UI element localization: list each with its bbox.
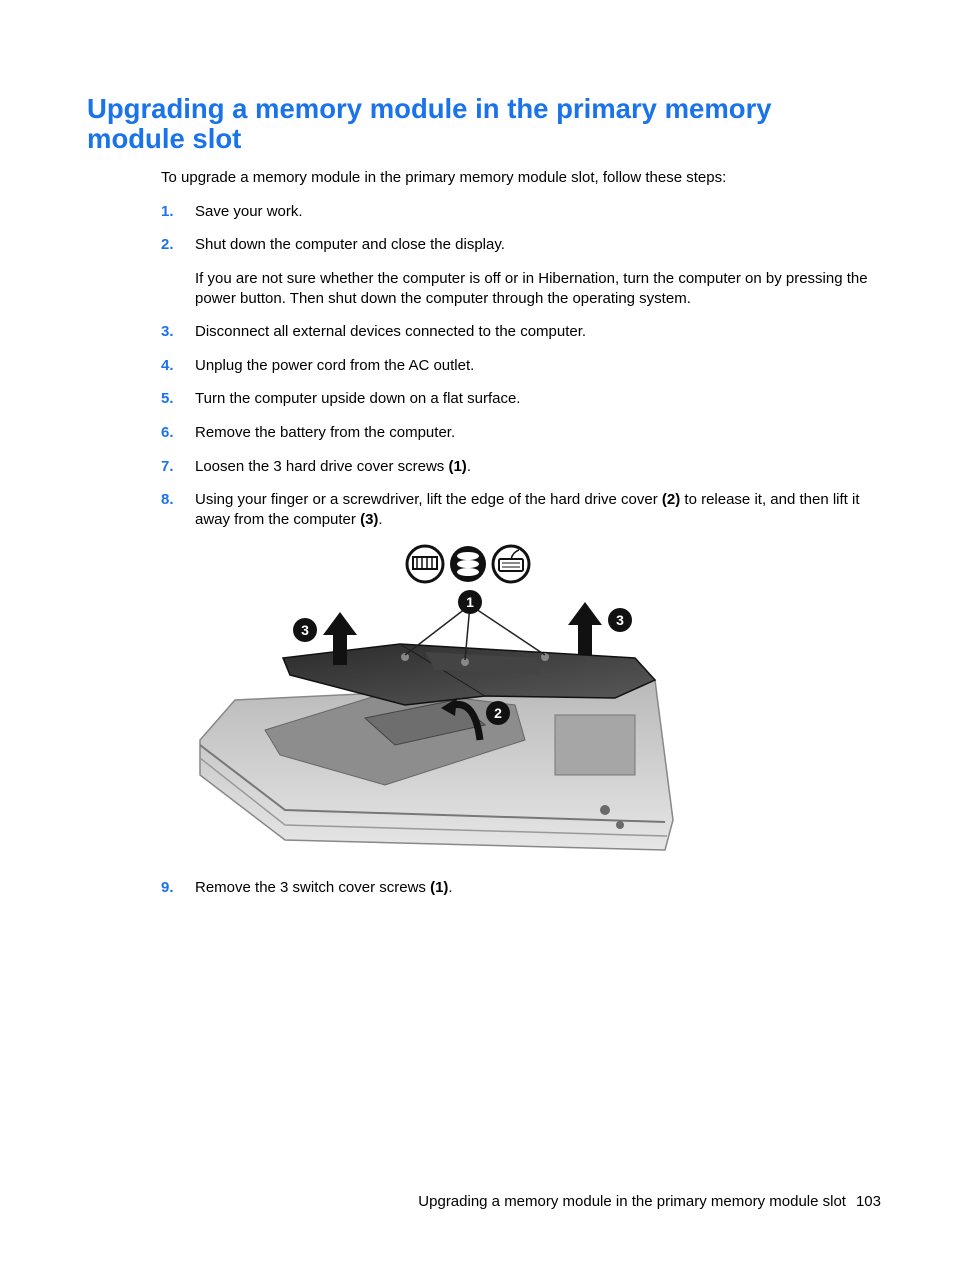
step-text: Remove the battery from the computer. <box>195 424 456 441</box>
step-number: 2. <box>161 236 174 253</box>
lift-arrow-right <box>568 602 602 655</box>
intro-paragraph: To upgrade a memory module in the primary memory module slot, follow these steps: <box>161 169 727 186</box>
step-text: Shut down the computer and close the display. <box>195 236 505 253</box>
step-number: 5. <box>161 390 174 407</box>
step-text: Disconnect all external devices connected to the computer. <box>195 323 587 340</box>
svg-text:3: 3 <box>616 612 624 628</box>
footer-section-title: Upgrading a memory module in the primary memory module slot <box>418 1193 846 1210</box>
callout-3-right <box>608 608 632 632</box>
page-number: 103 <box>855 1193 881 1210</box>
step-number: 3. <box>161 323 174 340</box>
svg-text:2: 2 <box>494 705 502 721</box>
page-footer <box>418 1193 881 1211</box>
svg-text:1: 1 <box>466 594 474 610</box>
step-number: 6. <box>161 424 174 441</box>
laptop-base <box>200 680 673 850</box>
step-number: 4. <box>161 357 174 374</box>
hard-drive-cover-illustration <box>195 540 675 860</box>
callout-3-left <box>293 618 317 642</box>
step-text: Turn the computer upside down on a flat surface. <box>195 390 521 407</box>
step-number: 7. <box>161 458 174 475</box>
step-2-note: If you are not sure whether the computer is off or in Hibernation, turn the computer on by pressing the power button. Then shut down the computer through the operating system. <box>195 270 868 307</box>
step-number: 1. <box>161 203 174 220</box>
step-number: 9. <box>161 879 174 896</box>
step-text: Remove the 3 switch cover screws (1). <box>195 879 453 896</box>
svg-text:3: 3 <box>301 622 309 638</box>
step-number: 8. <box>161 491 174 508</box>
callout-1 <box>458 590 482 614</box>
step-text: Unplug the power cord from the AC outlet. <box>195 357 475 374</box>
step-text: Loosen the 3 hard drive cover screws (1). <box>195 458 471 475</box>
hard-drive-icon <box>450 546 486 582</box>
keyboard-icon <box>493 546 529 582</box>
memory-module-icon <box>407 546 443 582</box>
step-text: Save your work. <box>195 203 303 220</box>
callout-2 <box>486 701 510 725</box>
step-text: Using your finger or a screwdriver, lift the edge of the hard drive cover (2) to release it, and then lift it away from the computer (3). <box>195 491 860 528</box>
page-title: Upgrading a memory module in the primary memory module slot <box>87 93 772 154</box>
